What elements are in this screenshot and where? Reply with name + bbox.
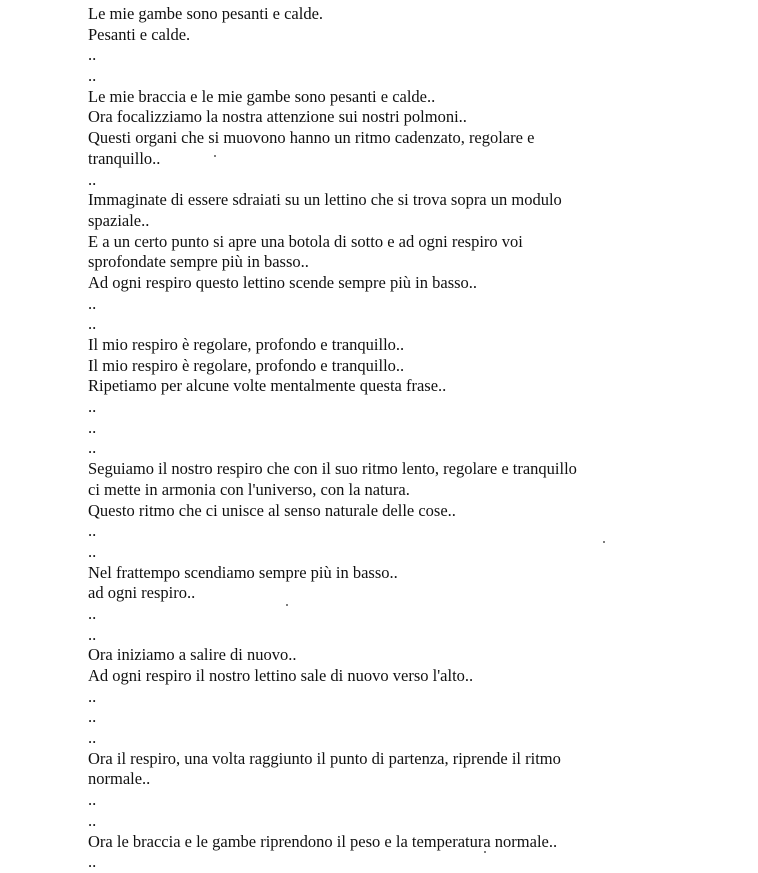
- text-line: ..: [88, 314, 97, 334]
- text-line: ..: [88, 810, 97, 830]
- text-line: ..: [88, 624, 97, 644]
- text-line: Ora iniziamo a salire di nuovo..: [88, 645, 297, 665]
- text-line: sprofondate sempre più in basso..: [88, 252, 309, 272]
- document-text: [88, 4, 738, 873]
- text-line: Nel frattempo scendiamo sempre più in basso..: [88, 562, 398, 582]
- text-line: ..: [88, 417, 97, 437]
- scan-speck: [214, 155, 216, 157]
- scan-speck: [603, 541, 605, 543]
- text-line: Le mie gambe sono pesanti e calde.: [88, 4, 324, 23]
- text-line: Ora focalizziamo la nostra attenzione sui nostri polmoni..: [88, 107, 467, 127]
- text-line: ..: [88, 541, 97, 561]
- text-line: Ora il respiro, una volta raggiunto il punto di partenza, riprende il ritmo: [88, 748, 561, 768]
- text-line: ..: [88, 397, 97, 417]
- text-line: tranquillo..: [88, 148, 161, 168]
- text-line: ..: [88, 45, 97, 65]
- text-line: Immaginate di essere sdraiati su un lettino che si trova sopra un modulo: [88, 190, 562, 210]
- text-line: ..: [88, 790, 97, 810]
- text-line: Seguiamo il nostro respiro che con il suo ritmo lento, regolare e tranquillo: [88, 459, 577, 479]
- text-line: ..: [88, 66, 97, 86]
- text-line: Il mio respiro è regolare, profondo e tranquillo..: [88, 355, 405, 375]
- text-line: ..: [88, 686, 97, 706]
- scan-speck: [286, 604, 288, 606]
- text-line: ..: [88, 603, 97, 623]
- text-line: Ora le braccia e le gambe riprendono il peso e la temperatura normale..: [88, 831, 558, 851]
- text-line: ..: [88, 438, 97, 458]
- text-line: Ad ogni respiro il nostro lettino sale di nuovo verso l'alto..: [88, 666, 474, 685]
- text-line: ad ogni respiro..: [88, 583, 196, 603]
- text-line: ..: [88, 707, 97, 727]
- text-line: ..: [88, 293, 97, 313]
- scan-speck: [484, 851, 486, 853]
- text-line: ..: [88, 728, 97, 748]
- text-line: spaziale..: [88, 210, 150, 230]
- text-line: ci mette in armonia con l'universo, con la natura.: [88, 479, 410, 499]
- text-line: ..: [88, 852, 97, 872]
- text-line: Il mio respiro è regolare, profondo e tranquillo..: [88, 335, 405, 354]
- text-line: Pesanti e calde.: [88, 24, 191, 44]
- text-line: Ripetiamo per alcune volte mentalmente questa frase..: [88, 376, 447, 396]
- text-line: Le mie braccia e le mie gambe sono pesanti e calde..: [88, 86, 436, 106]
- text-line: ..: [88, 521, 97, 541]
- text-line: Questo ritmo che ci unisce al senso naturale delle cose..: [88, 500, 456, 520]
- text-line: Questi organi che si muovono hanno un ritmo cadenzato, regolare e: [88, 128, 535, 148]
- text-line: Ad ogni respiro questo lettino scende sempre più in basso..: [88, 272, 478, 292]
- text-line: E a un certo punto si apre una botola di sotto e ad ogni respiro voi: [88, 231, 523, 251]
- text-line: normale..: [88, 769, 151, 789]
- text-line: ..: [88, 169, 97, 189]
